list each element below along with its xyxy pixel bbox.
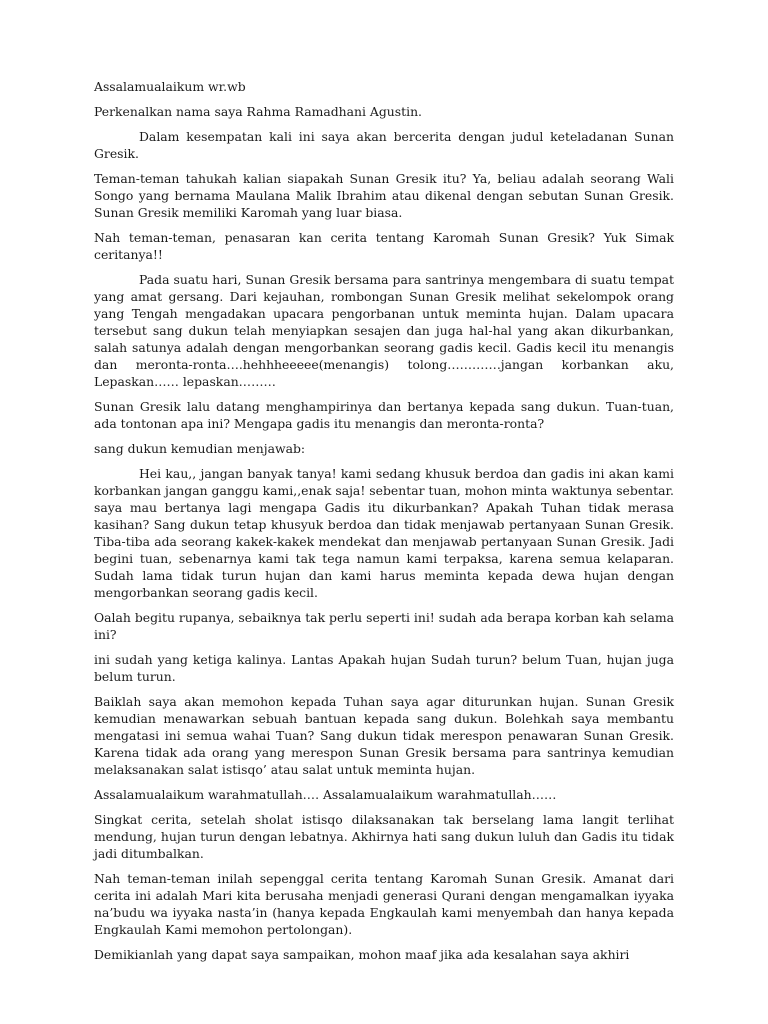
paragraph-about-sunan-gresik: Teman-teman tahukah kalian siapakah Sunan Gresik itu? Ya, beliau adalah seorang Wali Songo yang bernama Maulana Malik Ibrahim atau dikenal dengan sebutan Sunan Gresik. Sunan Gresik memiliki Karomah yang luar biasa. — [94, 171, 674, 220]
paragraph-introduction: Perkenalkan nama saya Rahma Ramadhani Agustin. — [94, 104, 422, 119]
document-page — [94, 78, 674, 971]
paragraph-invitation: Nah teman-teman, penasaran kan cerita tentang Karomah Sunan Gresik? Yuk Simak ceritanya!! — [94, 230, 674, 262]
paragraph-story-opening: Pada suatu hari, Sunan Gresik bersama para santrinya mengembara di suatu tempat yang amat gersang. Dari kejauhan, rombongan Sunan Gresik melihat sekelompok orang yang Tengah mengadakan upacara pengorbanan untuk meminta hujan. Dalam upacara tersebut sang dukun telah menyiapkan sesajen dan juga hal-hal yang akan dikurbankan, salah satunya adalah dengan mengorbankan seorang gadis kecil. Gadis kecil itu menangis dan meronta-ronta….hehhheeeee(menangis) tolong………….jangan korbankan aku, Lepaskan…… lepaskan……… — [94, 272, 674, 389]
paragraph-offer-help: Baiklah saya akan memohon kepada Tuhan saya agar diturunkan hujan. Sunan Gresik kemudian menawarkan sebuah bantuan kepada sang dukun. Bolehkah saya membantu mengatasi ini semua wahai Tuan? Sang dukun tidak merespon penawaran Sunan Gresik. Karena tidak ada orang yang merespon Sunan Gresik bersama para santrinya kemudian melaksanakan salat istisqo’ atau salat untuk meminta hujan. — [94, 694, 674, 777]
paragraph-third-time: ini sudah yang ketiga kalinya. Lantas Apakah hujan Sudah turun? belum Tuan, hujan juga belum turun. — [94, 652, 674, 684]
paragraph-sunan-asks: Sunan Gresik lalu datang menghampirinya dan bertanya kepada sang dukun. Tuan-tuan, ada tontonan apa ini? Mengapa gadis itu menangis dan meronta-ronta? — [94, 399, 674, 431]
paragraph-dukun-answers: sang dukun kemudian menjawab: — [94, 441, 306, 456]
paragraph-victims-question: Oalah begitu rupanya, sebaiknya tak perlu seperti ini! sudah ada berapa korban kah selama ini? — [94, 610, 674, 642]
paragraph-moral: Nah teman-teman inilah sepenggal cerita tentang Karomah Sunan Gresik. Amanat dari cerita ini adalah Mari kita berusaha menjadi generasi Qurani dengan mengamalkan iyyaka na’budu wa iyyaka nasta’in (hanya kepada Engkaulah kami menyembah dan hanya kepada Engkaulah Kami memohon pertolongan). — [94, 871, 674, 937]
paragraph-dialogue: Hei kau,, jangan banyak tanya! kami sedang khusuk berdoa dan gadis ini akan kami korbankan jangan ganggu kami,,enak saja! sebentar tuan, mohon minta waktunya sebentar. saya mau bertanya lagi mengapa Gadis itu dikurbankan? Apakah Tuhan tidak merasa kasihan? Sang dukun tetap khusyuk berdoa dan tidak menjawab pertanyaan Sunan Gresik. Tiba-tiba ada seorang kakek-kakek mendekat dan menjawab pertanyaan Sunan Gresik. Jadi begini tuan, sebenarnya kami tak tega namun kami terpaksa, karena semua kelaparan. Sudah lama tidak turun hujan dan kami harus meminta kepada dewa hujan dengan mengorbankan seorang gadis kecil. — [94, 466, 674, 600]
paragraph-salam: Assalamualaikum warahmatullah…. Assalamualaikum warahmatullah…… — [94, 787, 557, 802]
paragraph-greeting: Assalamualaikum wr.wb — [94, 79, 246, 94]
paragraph-closing: Demikianlah yang dapat saya sampaikan, mohon maaf jika ada kesalahan saya akhiri — [94, 947, 630, 962]
paragraph-rain-falls: Singkat cerita, setelah sholat istisqo dilaksanakan tak berselang lama langit terlihat mendung, hujan turun dengan lebatnya. Akhirnya hati sang dukun luluh dan Gadis itu tidak jadi ditumbalkan. — [94, 812, 674, 861]
paragraph-story-title: Dalam kesempatan kali ini saya akan bercerita dengan judul keteladanan Sunan Gresik. — [94, 129, 674, 161]
